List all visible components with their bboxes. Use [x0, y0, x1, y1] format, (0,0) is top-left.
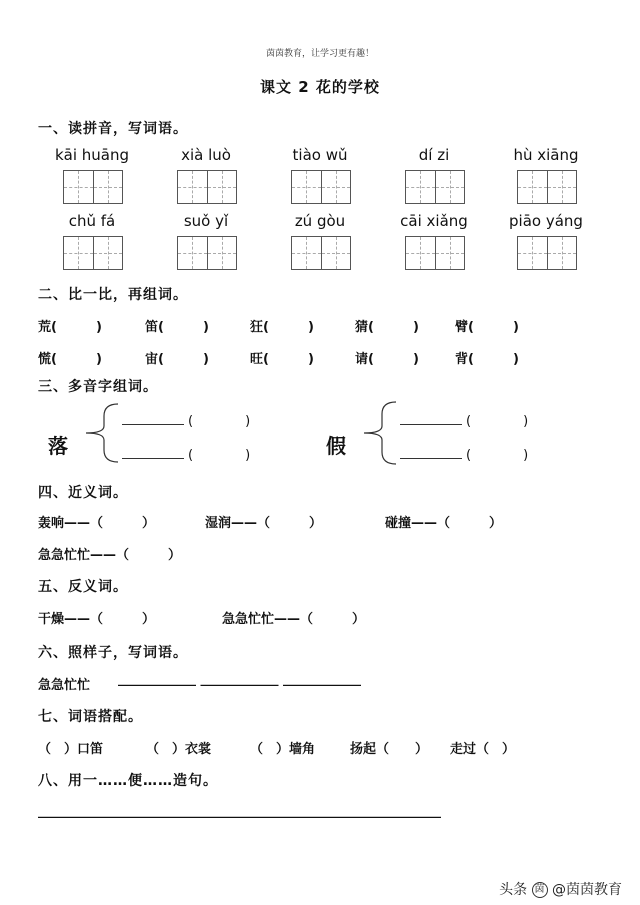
page-title: 课文 2 花的学校: [260, 78, 380, 96]
match-item[interactable]: （ ）口笛: [38, 742, 104, 757]
answer-blank[interactable]: [122, 424, 184, 425]
compare-item[interactable]: 旺( ): [250, 352, 314, 367]
match-item[interactable]: （ ）衣裳: [146, 742, 212, 757]
tianzi-grid-8[interactable]: [291, 236, 351, 270]
polyphone-char-1: 落: [48, 434, 68, 458]
answer-blank[interactable]: [400, 424, 462, 425]
answer-paren[interactable]: ( ): [188, 448, 251, 463]
answer-paren[interactable]: ( ): [188, 414, 251, 429]
tianzi-grid-9[interactable]: [405, 236, 465, 270]
tianzi-grid-4[interactable]: [405, 170, 465, 204]
match-item[interactable]: 走过（ ）: [450, 742, 516, 757]
match-item[interactable]: 扬起（ ）: [350, 742, 429, 757]
pinyin-7: suǒ yǐ: [183, 212, 229, 230]
section-1-title: 一、读拼音，写词语。: [38, 121, 188, 137]
brand-logo-icon: 茵: [532, 882, 548, 898]
section-2-title: 二、比一比，再组词。: [38, 287, 188, 303]
example-blanks[interactable]: ____________ ____________ ____________: [118, 672, 362, 687]
pinyin-9: cāi xiǎng: [400, 212, 468, 230]
compare-item[interactable]: 慌( ): [38, 352, 102, 367]
section-7-title: 七、词语搭配。: [38, 709, 143, 725]
brace-icon: [82, 402, 122, 464]
section-8-title: 八、用一……便……造句。: [38, 773, 218, 789]
polyphone-char-2: 假: [326, 434, 346, 458]
answer-paren[interactable]: ( ): [466, 414, 529, 429]
compare-item[interactable]: 宙( ): [145, 352, 209, 367]
answer-blank[interactable]: [122, 458, 184, 459]
page-header: 茵茵教育，让学习更有趣！: [265, 49, 374, 59]
section-5-title: 五、反义词。: [38, 579, 128, 595]
pinyin-4: dí zi: [418, 146, 450, 164]
tianzi-grid-2[interactable]: [177, 170, 237, 204]
pinyin-3: tiào wǔ: [292, 146, 348, 164]
antonym-item[interactable]: 干燥——（ ）: [38, 612, 156, 627]
tianzi-grid-7[interactable]: [177, 236, 237, 270]
watermark-brand: @茵茵教育: [552, 882, 622, 898]
tianzi-grid-6[interactable]: [63, 236, 123, 270]
compare-item[interactable]: 狂( ): [250, 320, 314, 335]
brace-icon: [360, 400, 400, 466]
pinyin-10: piāo yáng: [509, 212, 583, 230]
compare-item[interactable]: 猜( ): [355, 320, 419, 335]
synonym-item[interactable]: 轰响——（ ）: [38, 516, 156, 531]
example-word: 急急忙忙: [38, 678, 91, 693]
tianzi-grid-3[interactable]: [291, 170, 351, 204]
pinyin-1: kāi huāng: [54, 146, 130, 164]
watermark-prefix: 头条: [499, 882, 528, 898]
pinyin-2: xià luò: [181, 146, 231, 164]
synonym-item[interactable]: 湿润——（ ）: [205, 516, 323, 531]
match-item[interactable]: （ ）墙角: [250, 742, 316, 757]
watermark: [499, 879, 622, 899]
tianzi-grid-10[interactable]: [517, 236, 577, 270]
synonym-item[interactable]: 急急忙忙——（ ）: [38, 548, 182, 563]
tianzi-grid-1[interactable]: [63, 170, 123, 204]
pinyin-6: chǔ fá: [68, 212, 116, 230]
answer-paren[interactable]: ( ): [466, 448, 529, 463]
pinyin-5: hù xiāng: [513, 146, 579, 164]
section-6-title: 六、照样子，写词语。: [38, 645, 188, 661]
answer-blank[interactable]: [400, 458, 462, 459]
compare-item[interactable]: 荒( ): [38, 320, 102, 335]
compare-item[interactable]: 背( ): [455, 352, 519, 367]
compare-item[interactable]: 笛( ): [145, 320, 209, 335]
compare-item[interactable]: 臂( ): [455, 320, 519, 335]
antonym-item[interactable]: 急急忙忙——（ ）: [222, 612, 366, 627]
pinyin-8: zú gòu: [294, 212, 346, 230]
section-3-title: 三、多音字组词。: [38, 379, 158, 395]
tianzi-grid-5[interactable]: [517, 170, 577, 204]
compare-item[interactable]: 请( ): [355, 352, 419, 367]
sentence-line[interactable]: ______________________________________________________________: [38, 804, 441, 819]
synonym-item[interactable]: 碰撞——（ ）: [385, 516, 503, 531]
section-4-title: 四、近义词。: [38, 485, 128, 501]
